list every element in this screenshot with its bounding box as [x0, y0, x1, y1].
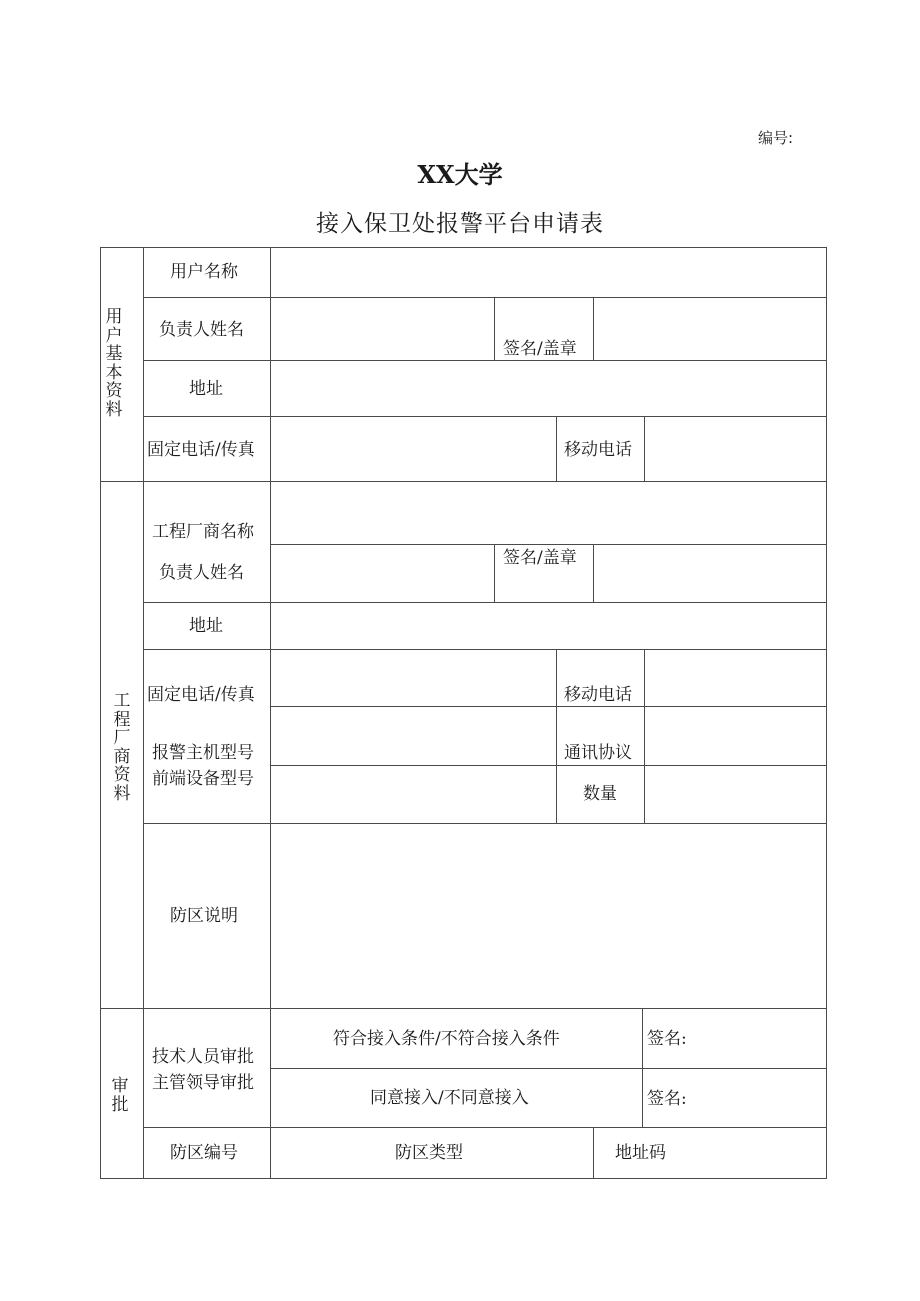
leader-approval-label: 主管领导审批: [152, 1073, 254, 1093]
university-name: XX大学: [417, 160, 503, 189]
form-title: 接入保卫处报警平台申请表: [316, 211, 604, 237]
section-divider: [100, 1008, 827, 1009]
column-divider: [556, 416, 557, 481]
vendor-person-label: 负责人姓名: [159, 563, 244, 583]
table-border-top: [100, 247, 827, 248]
user-sign-label: 签名/盖章: [503, 339, 577, 359]
user-mobile-label: 移动电话: [564, 440, 632, 460]
quantity-label: 数量: [583, 784, 617, 804]
protocol-label: 通讯协议: [564, 743, 632, 763]
row-divider: [143, 823, 827, 824]
tech-approval-options: 符合接入条件/不符合接入条件: [333, 1029, 560, 1049]
column-divider: [593, 297, 594, 360]
zone-type-label: 防区类型: [395, 1143, 463, 1163]
section-divider: [100, 481, 827, 482]
column-divider: [593, 1127, 594, 1178]
row-divider: [270, 544, 827, 545]
zone-number-label: 防区编号: [170, 1143, 238, 1163]
vendor-name-label: 工程厂商名称: [152, 522, 254, 542]
column-divider: [143, 247, 144, 1179]
row-divider: [270, 1068, 827, 1069]
row-divider: [143, 1127, 827, 1128]
tech-signature-label: 签名:: [647, 1029, 687, 1049]
vendor-address-label: 地址: [189, 616, 223, 636]
section-label-user-info: 用户基本资料: [105, 307, 123, 420]
user-name-label: 用户名称: [170, 262, 238, 282]
leader-signature-label: 签名:: [647, 1089, 687, 1109]
table-border-bottom: [100, 1178, 827, 1179]
vendor-sign-label: 签名/盖章: [503, 548, 577, 568]
row-divider: [270, 765, 827, 766]
vendor-phone-label: 固定电话/传真: [147, 685, 255, 705]
column-divider: [270, 247, 271, 1179]
column-divider: [494, 544, 495, 602]
column-divider: [642, 1008, 643, 1127]
column-divider: [644, 416, 645, 481]
column-divider: [556, 649, 557, 823]
table-border-right: [826, 247, 827, 1179]
zone-description-label: 防区说明: [170, 906, 238, 926]
user-phone-label: 固定电话/传真: [147, 440, 255, 460]
user-address-label: 地址: [189, 379, 223, 399]
serial-number-label: 编号:: [758, 129, 794, 147]
row-divider: [270, 706, 827, 707]
column-divider: [593, 544, 594, 602]
section-label-approval: 审批: [111, 1076, 129, 1115]
column-divider: [494, 297, 495, 360]
front-device-model-label: 前端设备型号: [152, 769, 254, 789]
alarm-host-model-label: 报警主机型号: [152, 743, 254, 763]
row-divider: [143, 297, 827, 298]
vendor-mobile-label: 移动电话: [564, 685, 632, 705]
row-divider: [143, 416, 827, 417]
column-divider: [644, 649, 645, 823]
row-divider: [143, 649, 827, 650]
table-border-left: [100, 247, 101, 1179]
row-divider: [143, 602, 827, 603]
section-label-vendor-info: 工程厂商资料: [113, 691, 131, 804]
user-person-label: 负责人姓名: [159, 320, 244, 340]
leader-approval-options: 同意接入/不同意接入: [370, 1088, 529, 1108]
address-code-label: 地址码: [615, 1143, 666, 1163]
row-divider: [143, 360, 827, 361]
tech-approval-label: 技术人员审批: [152, 1047, 254, 1067]
